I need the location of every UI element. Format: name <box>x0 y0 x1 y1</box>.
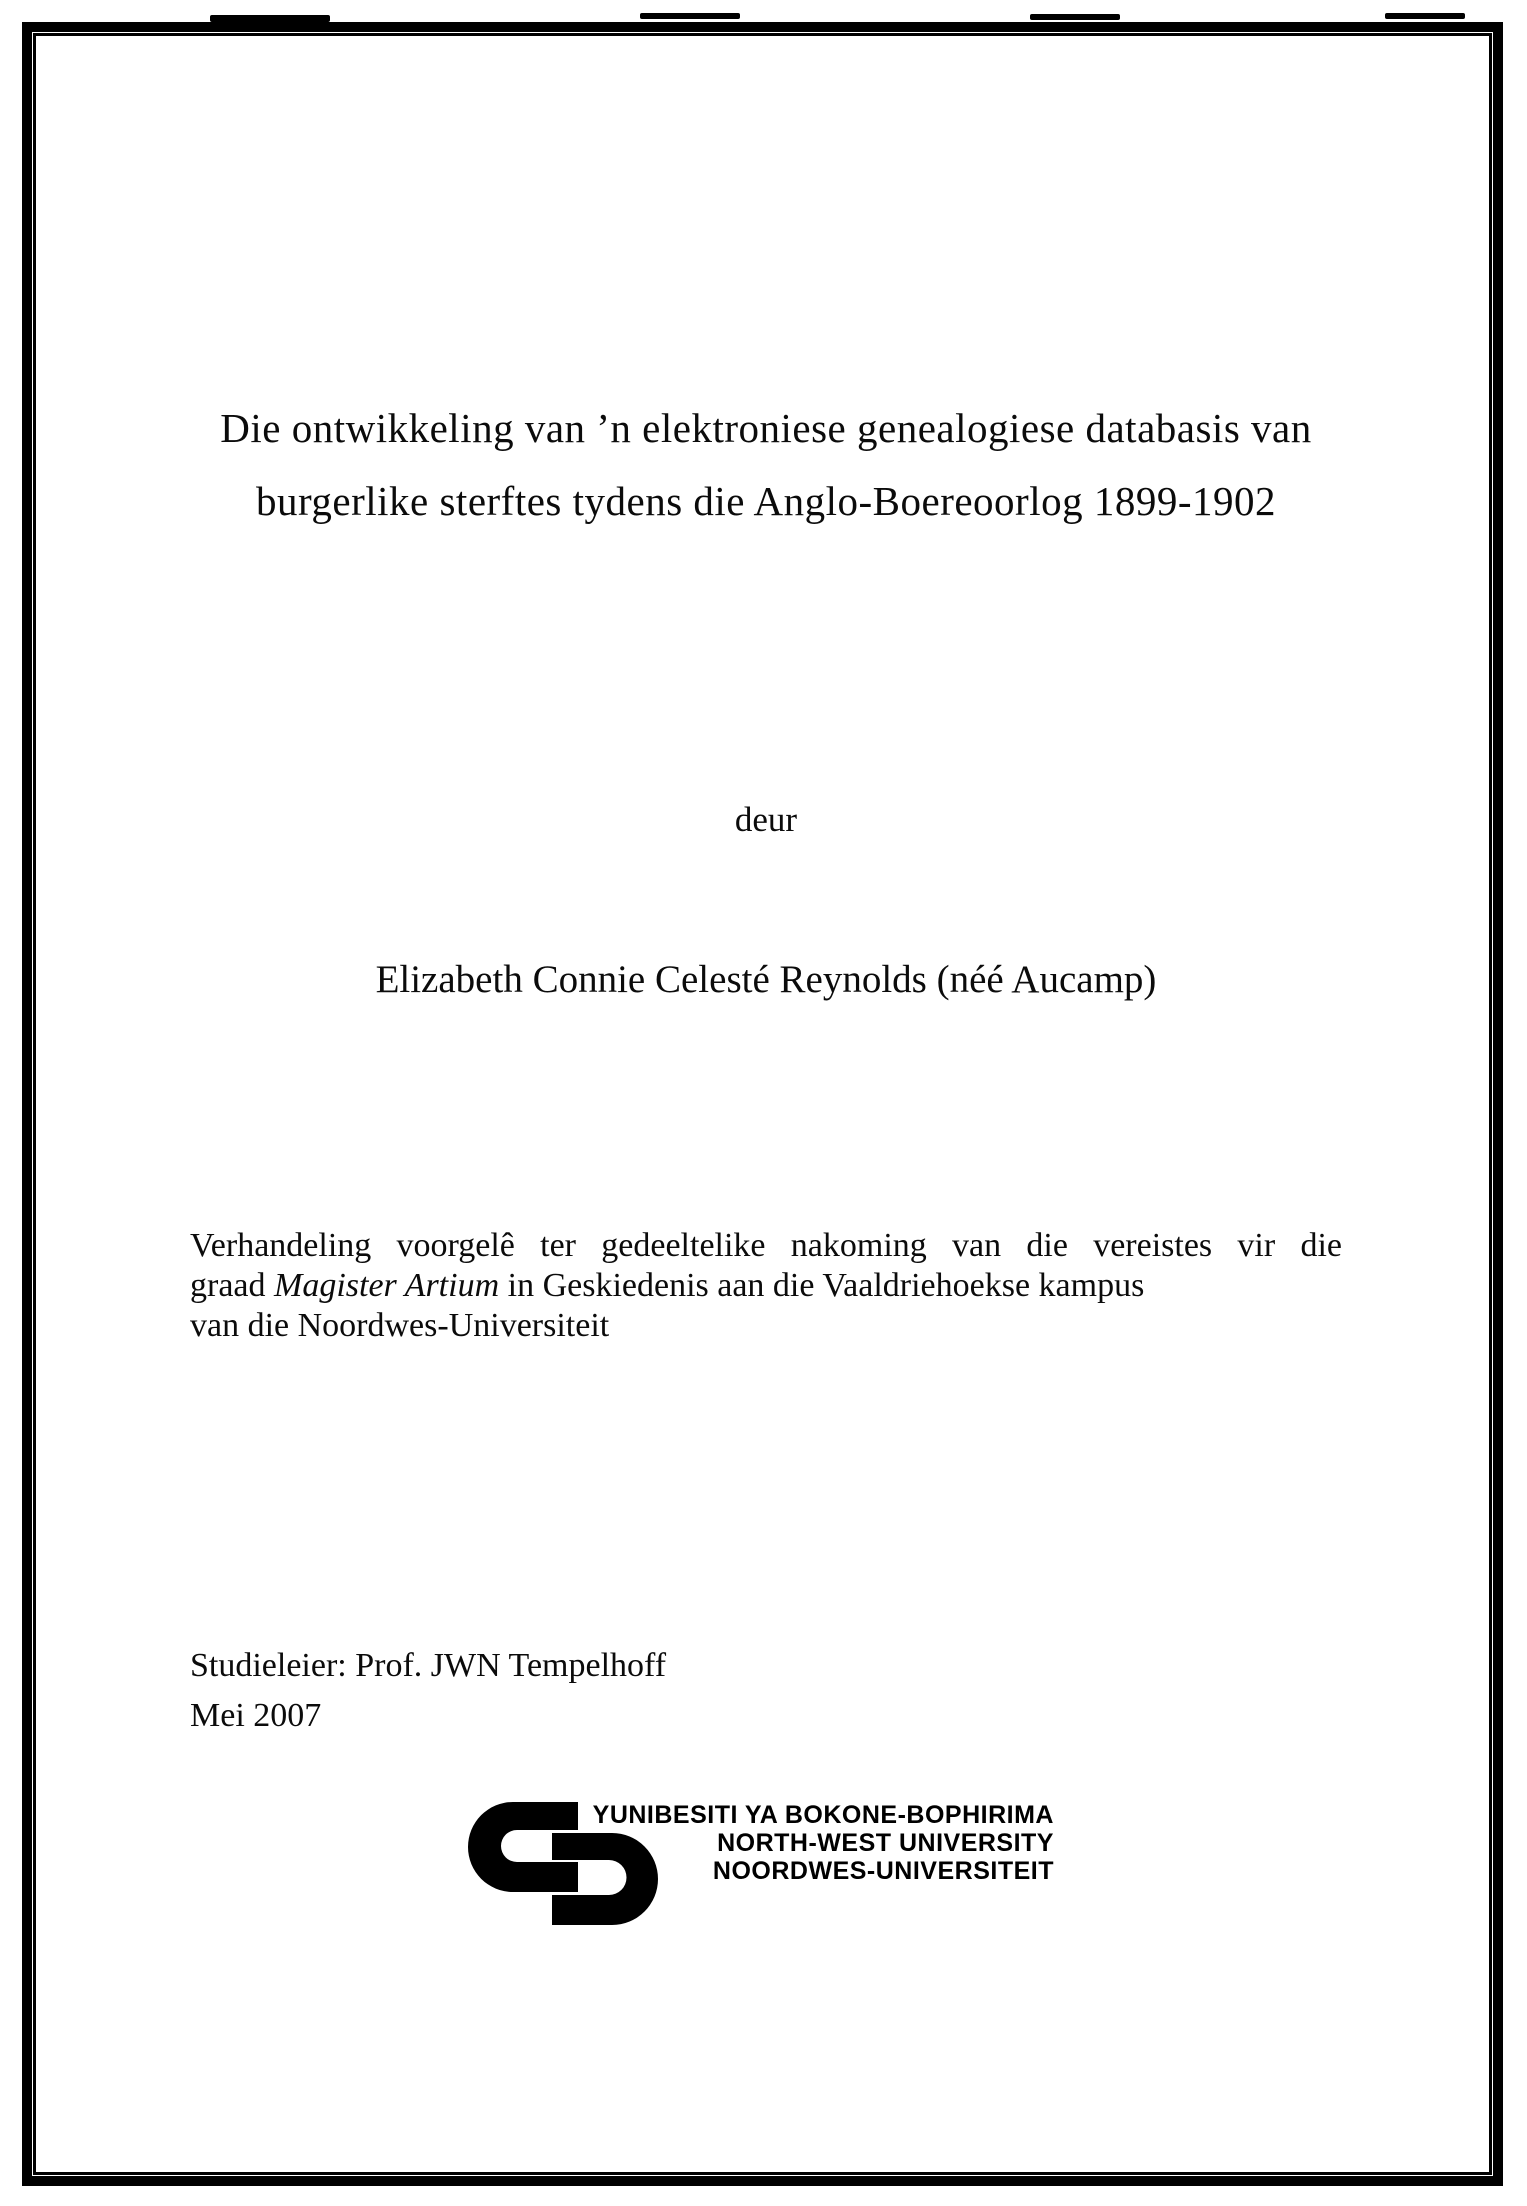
scan-artifact <box>210 15 330 22</box>
supervisor-block <box>190 1641 1090 1741</box>
date-line: Mei 2007 <box>190 1697 322 1734</box>
thesis-title-line-2: burgerlike sterftes tydens die Anglo-Boereoorlog 1899-1902 <box>255 478 1276 524</box>
university-logo-text <box>520 1801 1054 1885</box>
degree-statement-line-3: van die Noordwes-Universiteit <box>190 1307 610 1344</box>
thesis-title <box>190 392 1342 538</box>
logo-text-english: NORTH-WEST UNIVERSITY <box>717 1829 1054 1857</box>
thesis-title-line-1: Die ontwikkeling van ’n elektroniese genealogiese databasis van <box>220 405 1312 451</box>
degree-statement-line-2-prefix: graad <box>190 1267 275 1304</box>
degree-title-italic: Magister Artium <box>274 1267 500 1304</box>
logo-text-setswana: YUNIBESITI YA BOKONE-BOPHIRIMA <box>592 1801 1054 1829</box>
degree-statement-line-2 <box>190 1266 1342 1306</box>
scan-artifact <box>1385 13 1465 19</box>
author-name: Elizabeth Connie Celesté Reynolds (néé Aucamp) <box>375 958 1157 1001</box>
logo-text-afrikaans: NOORDWES-UNIVERSITEIT <box>712 1857 1054 1885</box>
scan-artifact <box>1030 14 1120 20</box>
degree-statement-line-2-suffix: in Geskiedenis aan die Vaaldriehoekse kampus <box>499 1267 1145 1304</box>
degree-statement-line-1: Verhandeling voorgelê ter gedeeltelike nakoming van die vereistes vir die <box>190 1227 1342 1264</box>
supervisor-line: Studieleier: Prof. JWN Tempelhoff <box>190 1647 667 1684</box>
scan-artifact <box>640 13 740 19</box>
byline-label: deur <box>734 800 798 839</box>
degree-statement <box>190 1226 1342 1346</box>
